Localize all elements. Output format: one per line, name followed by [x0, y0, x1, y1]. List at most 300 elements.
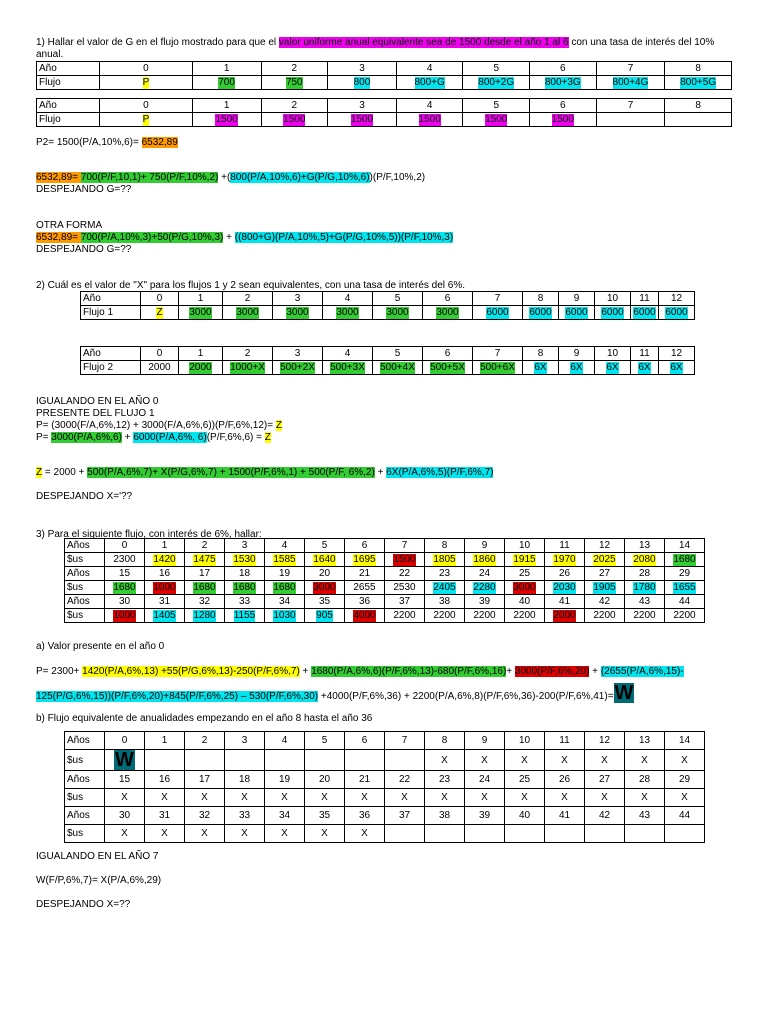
- table-cell: [585, 609, 625, 623]
- highlighted-value: 1585: [273, 554, 296, 565]
- cell-value: 11: [559, 540, 570, 551]
- cell-value: 7: [494, 348, 501, 359]
- cell-value: 26: [558, 568, 571, 579]
- cell-value: X: [361, 828, 368, 839]
- table-cell: [595, 292, 631, 306]
- highlighted-value: 3000: [436, 307, 459, 318]
- problem-3a-heading: [36, 641, 164, 653]
- cell-value: 36: [358, 810, 371, 821]
- table-cell: [625, 609, 665, 623]
- table-cell: [465, 732, 505, 750]
- cell-value: 25: [518, 568, 531, 579]
- cell-value: 0: [143, 100, 149, 111]
- cell-value: 27: [598, 568, 611, 579]
- table-cell: [225, 539, 265, 553]
- cell-value: X: [441, 792, 448, 803]
- cell-value: 14: [678, 735, 691, 746]
- cell-value: 31: [158, 596, 171, 607]
- table-cell: [665, 99, 732, 113]
- table-cell: [425, 567, 465, 581]
- table-cell: [396, 76, 463, 90]
- table-cell: [192, 99, 261, 113]
- cell-value: $us: [67, 554, 84, 565]
- table-cell: [625, 789, 665, 807]
- cell-value: $us: [67, 828, 84, 839]
- highlighted-text: (2655(P/A,6%,15)-: [600, 666, 684, 677]
- text-segment: 1) Hallar el valor de G en el flujo mostrado para que el: [36, 37, 279, 48]
- highlighted-text: 700(P/A,10%,3)+50(P/G,10%,3): [80, 232, 224, 243]
- text-segment: 3) Para el siguiente flujo, con interés de 6%, hallar:: [36, 529, 262, 540]
- table-cell: [145, 539, 185, 553]
- table-cell: [559, 361, 595, 375]
- cell-value: X: [561, 754, 568, 766]
- table-cell: [425, 771, 465, 789]
- text-segment: P= (3000(F/A,6%,12) + 3000(F/A,6%,6))(P/F,6%,12)=: [36, 420, 276, 431]
- problem-2-heading-present: [36, 408, 155, 420]
- highlighted-value: 3000: [236, 307, 259, 318]
- cell-value: 5: [321, 735, 328, 746]
- highlighted-value: 1640: [313, 554, 336, 565]
- table-cell: [473, 361, 523, 375]
- cell-value: 3: [359, 63, 365, 74]
- table-cell: [585, 750, 625, 771]
- cell-value: 13: [638, 735, 651, 746]
- text-segment: DESPEJANDO G=??: [36, 184, 132, 195]
- text-segment: P=: [36, 432, 52, 443]
- table-cell: [505, 789, 545, 807]
- cell-value: 27: [598, 774, 611, 785]
- table-cell: [425, 807, 465, 825]
- cell-value: 1: [161, 735, 168, 746]
- table-cell: [265, 750, 305, 771]
- cell-value: 2200: [473, 610, 496, 621]
- table-cell: [105, 553, 145, 567]
- cell-value: 2: [291, 100, 298, 111]
- row-label-cell: [37, 76, 100, 90]
- table-cell: [100, 99, 193, 113]
- cell-value: 23: [438, 568, 451, 579]
- cell-value: 13: [638, 540, 651, 551]
- table-cell: [225, 567, 265, 581]
- text-segment: IGUALANDO EN EL AÑO 7: [36, 851, 159, 862]
- cell-value: 2000: [148, 362, 171, 373]
- highlighted-text: 6532,89: [141, 137, 178, 148]
- table-cell: [265, 567, 305, 581]
- table-cell: [323, 361, 373, 375]
- highlighted-value: 1500: [350, 114, 374, 125]
- highlighted-value: 6X: [534, 362, 547, 373]
- cell-value: 17: [198, 568, 211, 579]
- table-cell: [105, 825, 145, 843]
- cell-value: Año: [39, 63, 57, 74]
- problem-3a-equation-2: [36, 683, 634, 703]
- cell-value: Años: [67, 774, 90, 785]
- highlighted-value: 500+2X: [280, 362, 315, 373]
- cell-value: 11: [639, 293, 650, 304]
- table-cell: [625, 750, 665, 771]
- cell-value: 22: [398, 568, 411, 579]
- cell-value: X: [561, 792, 568, 803]
- cell-value: 9: [573, 293, 580, 304]
- text-segment: +: [299, 666, 312, 677]
- table-cell: [505, 609, 545, 623]
- cell-value: 35: [318, 810, 331, 821]
- table-cell: [585, 789, 625, 807]
- cell-value: 20: [318, 568, 331, 579]
- text-segment: +: [374, 467, 387, 478]
- table-cell: [100, 76, 193, 90]
- table-cell: [141, 347, 179, 361]
- cell-value: 12: [670, 348, 683, 359]
- cell-value: $us: [67, 754, 84, 766]
- cell-value: Años: [67, 810, 90, 821]
- highlighted-value: 1000: [153, 582, 176, 593]
- table-row: [65, 750, 705, 771]
- table-cell: [505, 595, 545, 609]
- table-cell: [179, 361, 223, 375]
- table-cell: [265, 609, 305, 623]
- table-cell: [345, 553, 385, 567]
- table-cell: [223, 347, 273, 361]
- table-cell: [185, 789, 225, 807]
- table-cell: [631, 306, 659, 320]
- highlighted-value: 905: [316, 610, 333, 621]
- table-cell: [545, 609, 585, 623]
- table-cell: [345, 732, 385, 750]
- cell-value: 42: [598, 810, 611, 821]
- table-cell: [223, 306, 273, 320]
- highlighted-text: Z: [264, 432, 271, 443]
- cell-value: X: [401, 792, 408, 803]
- highlighted-value: 1420: [153, 554, 176, 565]
- highlighted-value: 2080: [633, 554, 656, 565]
- problem-1-alt-heading: [36, 220, 102, 232]
- table-cell: [373, 347, 423, 361]
- cell-value: 2: [244, 348, 251, 359]
- table-cell: [265, 553, 305, 567]
- table-cell: [105, 789, 145, 807]
- highlighted-value: 6X: [670, 362, 683, 373]
- highlighted-text: 6000(P/A,6%, 6): [133, 432, 207, 443]
- cell-value: 5: [321, 540, 328, 551]
- cell-value: X: [521, 792, 528, 803]
- highlighted-value: W: [115, 749, 134, 771]
- cell-value: Flujo 1: [83, 307, 114, 318]
- table-row: [37, 113, 732, 127]
- cell-value: 2200: [393, 610, 416, 621]
- row-label-cell: [65, 771, 105, 789]
- cell-value: 18: [238, 568, 251, 579]
- table-cell: [505, 825, 545, 843]
- highlighted-value: 1280: [193, 610, 216, 621]
- highlighted-text: ((800+G)(P/A,10%,5)+G(P/G,10%,5))(P/F,10%,3): [234, 232, 454, 243]
- table-cell: [465, 771, 505, 789]
- table-cell: [665, 609, 705, 623]
- highlighted-value: 1915: [513, 554, 536, 565]
- table-row: [65, 609, 705, 623]
- cell-value: X: [201, 792, 208, 803]
- cell-value: X: [321, 828, 328, 839]
- highlighted-value: 1970: [553, 554, 576, 565]
- highlighted-value: 2000: [553, 610, 576, 621]
- problem-3b-heading: [36, 713, 372, 725]
- table-cell: [463, 62, 530, 76]
- table-cell: [505, 539, 545, 553]
- table-cell: [559, 347, 595, 361]
- cell-value: 31: [158, 810, 171, 821]
- table-cell: [373, 361, 423, 375]
- table-cell: [305, 771, 345, 789]
- table-cell: [145, 609, 185, 623]
- row-label-cell: [65, 539, 105, 553]
- table-cell: [305, 789, 345, 807]
- table-cell: [665, 771, 705, 789]
- cell-value: 21: [358, 568, 371, 579]
- table-cell: [625, 553, 665, 567]
- highlighted-value: 1500: [418, 114, 441, 125]
- table-cell: [465, 595, 505, 609]
- highlighted-value: 1860: [473, 554, 496, 565]
- table-row: [81, 292, 695, 306]
- table-cell: [105, 807, 145, 825]
- table-cell: [305, 750, 345, 771]
- table-cell: [385, 567, 425, 581]
- problem-1-equation-2: [36, 232, 453, 244]
- table-cell: [185, 567, 225, 581]
- table-cell: [465, 825, 505, 843]
- table-cell: [585, 771, 625, 789]
- problem-2-flow-2-table: [80, 346, 695, 375]
- table-cell: [385, 789, 425, 807]
- highlighted-value: 1680: [673, 554, 696, 565]
- table-cell: [185, 581, 225, 595]
- cell-value: 24: [478, 774, 491, 785]
- table-row: [37, 62, 732, 76]
- table-cell: [625, 581, 665, 595]
- table-cell: [105, 581, 145, 595]
- cell-value: 3: [294, 348, 301, 359]
- table-cell: [145, 771, 185, 789]
- row-label-cell: [65, 581, 105, 595]
- table-cell: [305, 807, 345, 825]
- problem-3b-annuity-table: [64, 731, 705, 843]
- table-row: [65, 732, 705, 750]
- table-cell: [465, 553, 505, 567]
- cell-value: 38: [438, 596, 451, 607]
- problem-1-flow-table: [36, 61, 732, 90]
- cell-value: 28: [638, 568, 651, 579]
- table-cell: [545, 581, 585, 595]
- table-cell: [530, 99, 597, 113]
- cell-value: 44: [678, 596, 691, 607]
- row-label-cell: [37, 99, 100, 113]
- table-cell: [273, 361, 323, 375]
- table-cell: [185, 595, 225, 609]
- table-cell: [328, 76, 397, 90]
- cell-value: 1: [197, 348, 204, 359]
- table-cell: [396, 113, 463, 127]
- cell-value: 9: [573, 348, 580, 359]
- table-cell: [505, 750, 545, 771]
- table-cell: [665, 62, 732, 76]
- table-cell: [530, 62, 597, 76]
- cell-value: Años: [67, 596, 90, 607]
- table-cell: [145, 567, 185, 581]
- cell-value: X: [481, 792, 488, 803]
- table-cell: [625, 539, 665, 553]
- table-cell: [596, 62, 665, 76]
- cell-value: 6: [361, 540, 368, 551]
- table-cell: [523, 347, 559, 361]
- cell-value: 7: [627, 63, 634, 74]
- cell-value: 8: [695, 100, 701, 111]
- table-cell: [192, 62, 261, 76]
- highlighted-value: 6000: [565, 307, 588, 318]
- highlighted-value: 6X: [606, 362, 619, 373]
- highlighted-value: 1500: [485, 114, 508, 125]
- highlighted-value: 500+3X: [330, 362, 365, 373]
- problem-3a-equation-1: [36, 666, 684, 678]
- cell-value: 9: [481, 540, 488, 551]
- cell-value: X: [161, 828, 168, 839]
- table-cell: [585, 825, 625, 843]
- highlighted-value: 1475: [193, 554, 216, 565]
- cell-value: 0: [143, 63, 149, 74]
- highlighted-text: Z: [275, 420, 282, 431]
- cell-value: X: [241, 792, 248, 803]
- cell-value: 8: [537, 348, 544, 359]
- table-cell: [223, 292, 273, 306]
- table-cell: [665, 595, 705, 609]
- table-cell: [545, 567, 585, 581]
- highlighted-value: 2405: [433, 582, 456, 593]
- table-cell: [225, 825, 265, 843]
- table-cell: [585, 539, 625, 553]
- cell-value: 1: [197, 293, 204, 304]
- cell-value: Años: [67, 540, 90, 551]
- table-cell: [595, 347, 631, 361]
- table-cell: [305, 567, 345, 581]
- highlighted-value: 500+5X: [430, 362, 465, 373]
- cell-value: Flujo 2: [83, 362, 114, 373]
- table-cell: [631, 347, 659, 361]
- cell-value: 0: [121, 735, 128, 746]
- text-segment: DESPEJANDO X='??: [36, 491, 133, 502]
- table-cell: [559, 306, 595, 320]
- cell-value: 2655: [353, 582, 376, 593]
- cell-value: 40: [518, 810, 531, 821]
- table-cell: [425, 750, 465, 771]
- cell-value: Flujo: [39, 114, 61, 125]
- highlighted-value: 6000: [486, 307, 509, 318]
- table-cell: [665, 567, 705, 581]
- cell-value: 9: [481, 735, 488, 746]
- cell-value: 10: [518, 735, 531, 746]
- highlighted-text: 6532,89=: [36, 172, 81, 183]
- table-cell: [665, 113, 732, 127]
- cell-value: 6: [444, 348, 451, 359]
- highlighted-value: 2280: [473, 582, 496, 593]
- table-cell: [145, 581, 185, 595]
- table-cell: [423, 361, 473, 375]
- cell-value: 2: [201, 735, 208, 746]
- table-cell: [631, 361, 659, 375]
- table-cell: [425, 553, 465, 567]
- highlighted-value: 1500: [283, 114, 306, 125]
- table-cell: [345, 581, 385, 595]
- table-cell: [596, 113, 665, 127]
- table-cell: [345, 807, 385, 825]
- table-row: [65, 553, 705, 567]
- row-label-cell: [81, 361, 141, 375]
- table-cell: [185, 539, 225, 553]
- cell-value: 11: [559, 735, 570, 746]
- highlighted-text: valor uniforme anual equivalente sea de 1500 desde el año 1 al 6: [278, 37, 569, 48]
- cell-value: 3: [359, 100, 365, 111]
- table-cell: [425, 732, 465, 750]
- table-row: [81, 361, 695, 375]
- table-row: [81, 347, 695, 361]
- table-cell: [385, 539, 425, 553]
- cell-value: 16: [158, 568, 171, 579]
- cell-value: 6: [560, 63, 566, 74]
- table-cell: [328, 113, 397, 127]
- cell-value: X: [121, 828, 128, 839]
- cell-value: 2200: [633, 610, 656, 621]
- problem-1-statement: [36, 37, 714, 49]
- cell-value: 7: [401, 735, 408, 746]
- table-cell: [305, 609, 345, 623]
- highlighted-value: 1155: [233, 610, 256, 621]
- cell-value: 15: [118, 774, 131, 785]
- table-cell: [545, 553, 585, 567]
- table-cell: [659, 292, 695, 306]
- table-cell: [273, 347, 323, 361]
- cell-value: Años: [67, 735, 90, 746]
- table-cell: [545, 825, 585, 843]
- problem-3b-solve: [36, 899, 130, 911]
- text-segment: con una tasa de interés del 10%: [568, 37, 715, 48]
- table-cell: [145, 789, 185, 807]
- table-cell: [323, 306, 373, 320]
- table-cell: [465, 539, 505, 553]
- highlighted-value: 1680: [193, 582, 216, 593]
- table-cell: [225, 595, 265, 609]
- table-cell: [345, 595, 385, 609]
- table-cell: [473, 292, 523, 306]
- cell-value: 21: [358, 774, 371, 785]
- table-cell: [323, 292, 373, 306]
- cell-value: 6: [560, 100, 566, 111]
- cell-value: 37: [398, 810, 411, 821]
- table-cell: [385, 825, 425, 843]
- table-cell: [545, 595, 585, 609]
- cell-value: X: [601, 754, 608, 766]
- cell-value: 30: [118, 596, 131, 607]
- cell-value: 29: [678, 774, 691, 785]
- table-cell: [523, 292, 559, 306]
- highlighted-value: 1680: [233, 582, 256, 593]
- table-row: [65, 581, 705, 595]
- table-cell: [505, 553, 545, 567]
- table-cell: [425, 539, 465, 553]
- table-cell: [105, 539, 145, 553]
- cell-value: 18: [238, 774, 251, 785]
- table-cell: [141, 361, 179, 375]
- table-cell: [345, 609, 385, 623]
- table-cell: [345, 750, 385, 771]
- text-segment: )(P/F,10%,2): [369, 172, 426, 183]
